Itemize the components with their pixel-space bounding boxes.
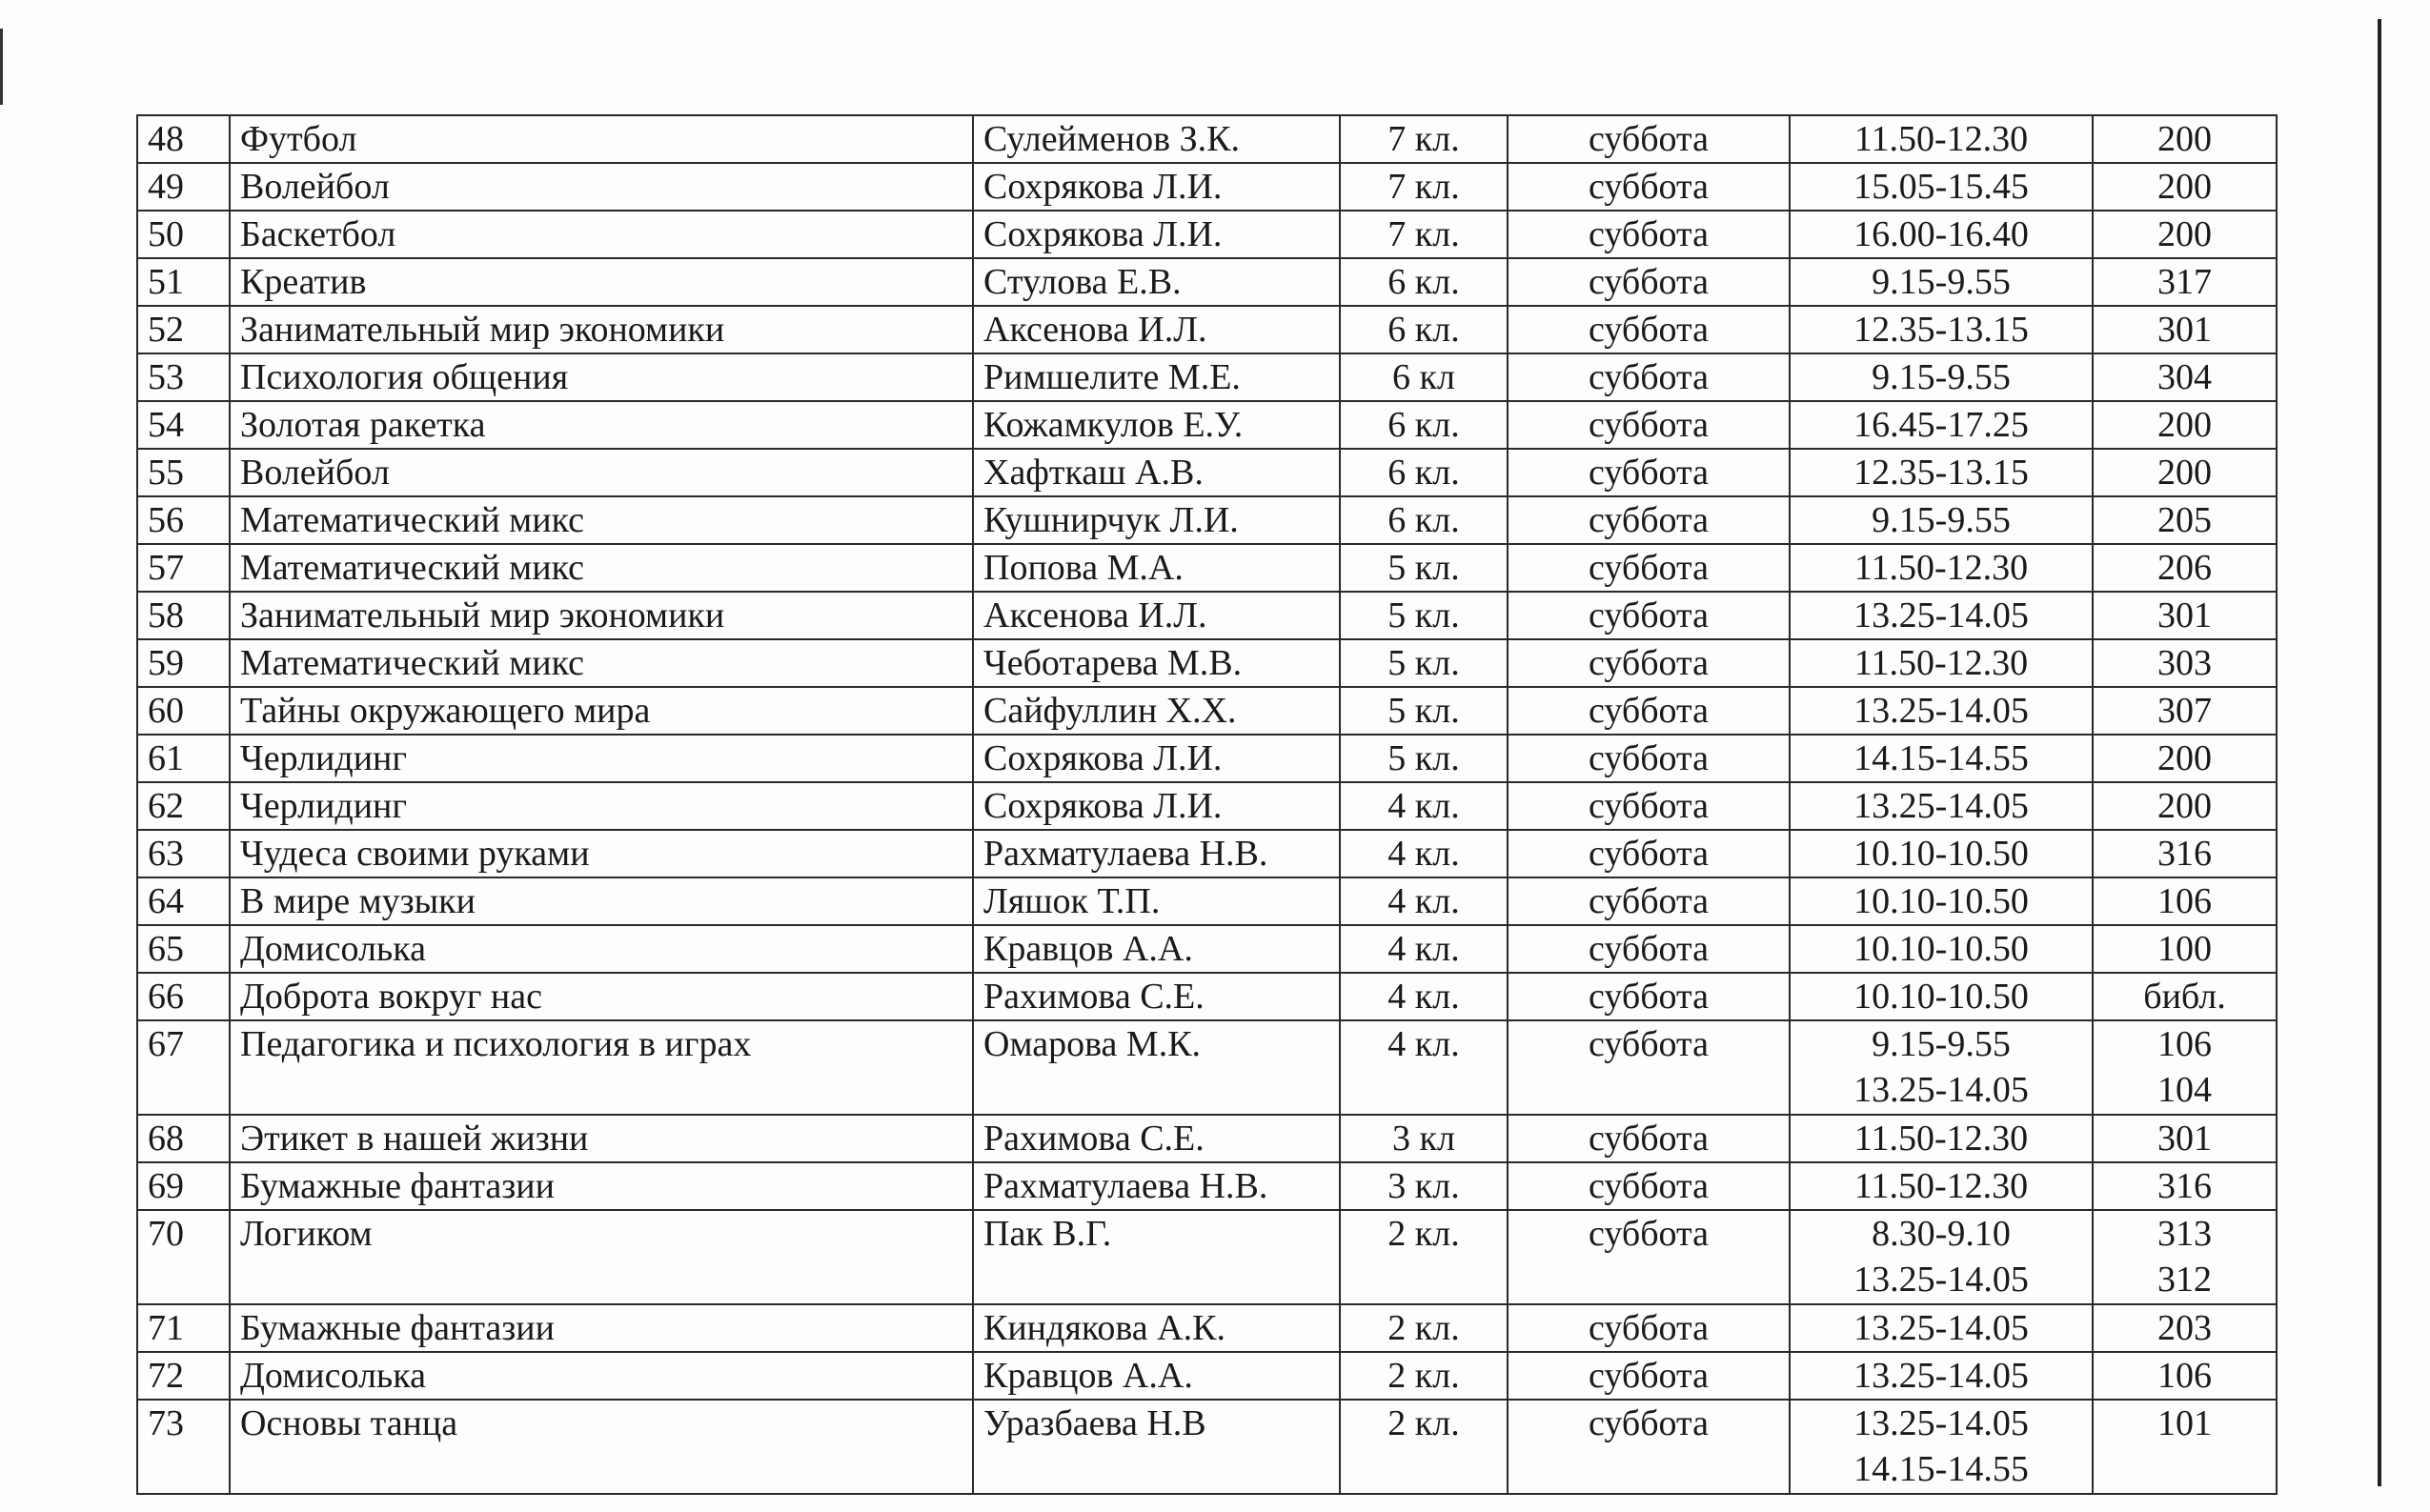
room-number: 206 — [2157, 548, 2212, 588]
table-row — [137, 544, 2277, 592]
table-row — [137, 1162, 2277, 1210]
room-cell — [2093, 1115, 2277, 1162]
room-cell — [2093, 306, 2277, 353]
table-row — [137, 1352, 2277, 1400]
teacher-name: Рахматулаева Н.В. — [973, 830, 1340, 877]
activity-name: Креатив — [230, 258, 973, 306]
row-number: 72 — [137, 1352, 230, 1400]
time-slot: 9.15-9.55 — [1872, 357, 2011, 397]
time-cell — [1790, 211, 2093, 258]
day-cell: суббота — [1508, 592, 1790, 639]
room-number: 104 — [2157, 1070, 2212, 1110]
row-number: 70 — [137, 1210, 230, 1304]
activity-name: Чудеса своими руками — [230, 830, 973, 877]
row-number: 54 — [137, 401, 230, 449]
room-number: 312 — [2157, 1260, 2212, 1300]
grade-cell: 4 кл. — [1340, 782, 1508, 830]
day-cell: суббота — [1508, 735, 1790, 782]
room-number: 205 — [2157, 500, 2212, 540]
row-number: 57 — [137, 544, 230, 592]
activity-name: Математический микс — [230, 544, 973, 592]
teacher-name: Кожамкулов Е.У. — [973, 401, 1340, 449]
activity-name: Черлидинг — [230, 735, 973, 782]
activity-name: Тайны окружающего мира — [230, 687, 973, 735]
time-cell — [1790, 163, 2093, 211]
table-row — [137, 496, 2277, 544]
table-row — [137, 592, 2277, 639]
activity-name: Бумажные фантазии — [230, 1162, 973, 1210]
time-slot: 15.05-15.45 — [1853, 167, 2029, 207]
teacher-name: Аксенова И.Л. — [973, 306, 1340, 353]
time-cell — [1790, 401, 2093, 449]
time-cell — [1790, 1304, 2093, 1352]
time-slot: 10.10-10.50 — [1853, 929, 2029, 969]
time-slot: 11.50-12.30 — [1853, 548, 2029, 588]
teacher-name: Римшелите М.Е. — [973, 353, 1340, 401]
teacher-name: Сохрякова Л.И. — [973, 211, 1340, 258]
room-cell — [2093, 830, 2277, 877]
row-number: 48 — [137, 115, 230, 163]
grade-cell: 3 кл — [1340, 1115, 1508, 1162]
table-row — [137, 1400, 2277, 1494]
grade-cell: 7 кл. — [1340, 163, 1508, 211]
day-cell: суббота — [1508, 258, 1790, 306]
room-cell — [2093, 1400, 2277, 1494]
room-number: 316 — [2157, 834, 2212, 874]
table-row — [137, 306, 2277, 353]
grade-cell: 2 кл. — [1340, 1304, 1508, 1352]
day-cell: суббота — [1508, 782, 1790, 830]
teacher-name: Ляшок Т.П. — [973, 877, 1340, 925]
teacher-name: Уразбаева Н.В — [973, 1400, 1340, 1494]
time-slot: 13.25-14.05 — [1853, 1260, 2029, 1300]
table-row — [137, 639, 2277, 687]
day-cell: суббота — [1508, 115, 1790, 163]
room-cell — [2093, 973, 2277, 1020]
room-number: 200 — [2157, 405, 2212, 445]
activity-name: Педагогика и психология в играх — [230, 1020, 973, 1115]
time-slot: 13.25-14.05 — [1853, 1356, 2029, 1396]
grade-cell: 5 кл. — [1340, 687, 1508, 735]
day-cell: суббота — [1508, 877, 1790, 925]
time-cell — [1790, 687, 2093, 735]
teacher-name: Сохрякова Л.И. — [973, 163, 1340, 211]
day-cell: суббота — [1508, 353, 1790, 401]
day-cell: суббота — [1508, 830, 1790, 877]
grade-cell: 6 кл. — [1340, 258, 1508, 306]
table-row — [137, 925, 2277, 973]
row-number: 49 — [137, 163, 230, 211]
time-slot: 13.25-14.05 — [1853, 691, 2029, 731]
room-number: 106 — [2157, 1024, 2212, 1064]
activity-name: Занимательный мир экономики — [230, 592, 973, 639]
table-row — [137, 163, 2277, 211]
grade-cell: 3 кл. — [1340, 1162, 1508, 1210]
time-cell — [1790, 1400, 2093, 1494]
teacher-name: Кравцов А.А. — [973, 1352, 1340, 1400]
time-cell — [1790, 925, 2093, 973]
time-slot: 12.35-13.15 — [1853, 310, 2029, 350]
time-slot: 13.25-14.05 — [1853, 786, 2029, 826]
time-slot: 14.15-14.55 — [1853, 1449, 2029, 1489]
room-cell — [2093, 353, 2277, 401]
room-cell — [2093, 163, 2277, 211]
grade-cell: 2 кл. — [1340, 1352, 1508, 1400]
room-number: 106 — [2157, 881, 2212, 921]
teacher-name: Аксенова И.Л. — [973, 592, 1340, 639]
time-cell — [1790, 782, 2093, 830]
activity-name: Логиком — [230, 1210, 973, 1304]
time-slot: 8.30-9.10 — [1872, 1214, 2011, 1254]
grade-cell: 6 кл — [1340, 353, 1508, 401]
room-cell — [2093, 639, 2277, 687]
table-row — [137, 449, 2277, 496]
activity-name: В мире музыки — [230, 877, 973, 925]
schedule-body — [137, 115, 2277, 1494]
grade-cell: 5 кл. — [1340, 592, 1508, 639]
time-slot: 13.25-14.05 — [1853, 595, 2029, 635]
scan-edge-line — [2378, 19, 2381, 1486]
room-number: 313 — [2157, 1214, 2212, 1254]
room-cell — [2093, 592, 2277, 639]
teacher-name: Кравцов А.А. — [973, 925, 1340, 973]
row-number: 67 — [137, 1020, 230, 1115]
time-slot: 11.50-12.30 — [1853, 643, 2029, 683]
time-cell — [1790, 449, 2093, 496]
time-cell — [1790, 1115, 2093, 1162]
teacher-name: Рахматулаева Н.В. — [973, 1162, 1340, 1210]
grade-cell: 7 кл. — [1340, 115, 1508, 163]
room-cell — [2093, 211, 2277, 258]
table-row — [137, 115, 2277, 163]
time-slot: 12.35-13.15 — [1853, 453, 2029, 493]
time-slot: 10.10-10.50 — [1853, 834, 2029, 874]
table-row — [137, 877, 2277, 925]
time-cell — [1790, 353, 2093, 401]
row-number: 65 — [137, 925, 230, 973]
time-cell — [1790, 639, 2093, 687]
teacher-name: Сохрякова Л.И. — [973, 735, 1340, 782]
time-cell — [1790, 1020, 2093, 1115]
grade-cell: 6 кл. — [1340, 306, 1508, 353]
room-cell — [2093, 258, 2277, 306]
table-row — [137, 1115, 2277, 1162]
room-cell — [2093, 496, 2277, 544]
day-cell: суббота — [1508, 1352, 1790, 1400]
day-cell: суббота — [1508, 544, 1790, 592]
room-number: 301 — [2157, 1119, 2212, 1159]
table-row — [137, 830, 2277, 877]
row-number: 58 — [137, 592, 230, 639]
room-cell — [2093, 687, 2277, 735]
room-cell — [2093, 449, 2277, 496]
activity-name: Домисолька — [230, 925, 973, 973]
teacher-name: Стулова Е.В. — [973, 258, 1340, 306]
grade-cell: 4 кл. — [1340, 973, 1508, 1020]
day-cell: суббота — [1508, 163, 1790, 211]
time-cell — [1790, 735, 2093, 782]
teacher-name: Кушнирчук Л.И. — [973, 496, 1340, 544]
activity-name: Баскетбол — [230, 211, 973, 258]
row-number: 62 — [137, 782, 230, 830]
grade-cell: 5 кл. — [1340, 639, 1508, 687]
time-slot: 11.50-12.30 — [1853, 1166, 2029, 1206]
activity-name: Черлидинг — [230, 782, 973, 830]
room-cell — [2093, 877, 2277, 925]
room-cell — [2093, 1020, 2277, 1115]
room-number: 200 — [2157, 214, 2212, 254]
day-cell: суббота — [1508, 211, 1790, 258]
time-cell — [1790, 115, 2093, 163]
time-cell — [1790, 1162, 2093, 1210]
grade-cell: 4 кл. — [1340, 925, 1508, 973]
day-cell: суббота — [1508, 1020, 1790, 1115]
room-cell — [2093, 115, 2277, 163]
teacher-name: Сохрякова Л.И. — [973, 782, 1340, 830]
room-number: 317 — [2157, 262, 2212, 302]
teacher-name: Чеботарева М.В. — [973, 639, 1340, 687]
grade-cell: 5 кл. — [1340, 544, 1508, 592]
day-cell: суббота — [1508, 1115, 1790, 1162]
activity-name: Золотая ракетка — [230, 401, 973, 449]
row-number: 68 — [137, 1115, 230, 1162]
time-slot: 16.00-16.40 — [1853, 214, 2029, 254]
row-number: 53 — [137, 353, 230, 401]
time-slot: 9.15-9.55 — [1872, 1024, 2011, 1064]
row-number: 69 — [137, 1162, 230, 1210]
activity-name: Футбол — [230, 115, 973, 163]
day-cell: суббота — [1508, 1304, 1790, 1352]
row-number: 71 — [137, 1304, 230, 1352]
teacher-name: Сайфуллин Х.Х. — [973, 687, 1340, 735]
room-cell — [2093, 544, 2277, 592]
room-cell — [2093, 1162, 2277, 1210]
day-cell: суббота — [1508, 496, 1790, 544]
day-cell: суббота — [1508, 639, 1790, 687]
table-row — [137, 973, 2277, 1020]
time-slot: 11.50-12.30 — [1853, 119, 2029, 159]
day-cell: суббота — [1508, 1400, 1790, 1494]
room-number: 301 — [2157, 310, 2212, 350]
row-number: 52 — [137, 306, 230, 353]
day-cell: суббота — [1508, 1162, 1790, 1210]
time-cell — [1790, 306, 2093, 353]
room-number: 203 — [2157, 1308, 2212, 1348]
activity-name: Волейбол — [230, 449, 973, 496]
activity-name: Занимательный мир экономики — [230, 306, 973, 353]
room-number: 200 — [2157, 167, 2212, 207]
row-number: 61 — [137, 735, 230, 782]
time-slot: 10.10-10.50 — [1853, 977, 2029, 1017]
row-number: 66 — [137, 973, 230, 1020]
time-cell — [1790, 1352, 2093, 1400]
table-row — [137, 353, 2277, 401]
grade-cell: 6 кл. — [1340, 401, 1508, 449]
teacher-name: Омарова М.К. — [973, 1020, 1340, 1115]
grade-cell: 4 кл. — [1340, 877, 1508, 925]
table-row — [137, 258, 2277, 306]
row-number: 60 — [137, 687, 230, 735]
room-cell — [2093, 1304, 2277, 1352]
time-cell — [1790, 258, 2093, 306]
grade-cell: 2 кл. — [1340, 1400, 1508, 1494]
activity-name: Волейбол — [230, 163, 973, 211]
row-number: 56 — [137, 496, 230, 544]
room-number: библ. — [2143, 977, 2226, 1017]
table-row — [137, 1210, 2277, 1304]
room-number: 100 — [2157, 929, 2212, 969]
room-cell — [2093, 782, 2277, 830]
row-number: 64 — [137, 877, 230, 925]
activity-name: Этикет в нашей жизни — [230, 1115, 973, 1162]
teacher-name: Попова М.А. — [973, 544, 1340, 592]
table-row — [137, 687, 2277, 735]
time-cell — [1790, 496, 2093, 544]
grade-cell: 2 кл. — [1340, 1210, 1508, 1304]
time-slot: 10.10-10.50 — [1853, 881, 2029, 921]
room-cell — [2093, 1352, 2277, 1400]
row-number: 55 — [137, 449, 230, 496]
day-cell: суббота — [1508, 306, 1790, 353]
table-row — [137, 735, 2277, 782]
time-cell — [1790, 1210, 2093, 1304]
row-number: 73 — [137, 1400, 230, 1494]
time-cell — [1790, 973, 2093, 1020]
activity-name: Математический микс — [230, 639, 973, 687]
room-cell — [2093, 401, 2277, 449]
teacher-name: Рахимова С.Е. — [973, 1115, 1340, 1162]
table-row — [137, 782, 2277, 830]
schedule-table — [136, 114, 2278, 1495]
day-cell: суббота — [1508, 973, 1790, 1020]
time-slot: 16.45-17.25 — [1853, 405, 2029, 445]
teacher-name: Хафткаш А.В. — [973, 449, 1340, 496]
room-number: 200 — [2157, 119, 2212, 159]
room-number: 200 — [2157, 786, 2212, 826]
row-number: 50 — [137, 211, 230, 258]
time-cell — [1790, 544, 2093, 592]
grade-cell: 5 кл. — [1340, 735, 1508, 782]
table-row — [137, 1020, 2277, 1115]
table-row — [137, 1304, 2277, 1352]
time-slot: 11.50-12.30 — [1853, 1119, 2029, 1159]
room-number: 200 — [2157, 453, 2212, 493]
activity-name: Доброта вокруг нас — [230, 973, 973, 1020]
day-cell: суббота — [1508, 401, 1790, 449]
activity-name: Основы танца — [230, 1400, 973, 1494]
room-cell — [2093, 735, 2277, 782]
teacher-name: Рахимова С.Е. — [973, 973, 1340, 1020]
room-number: 303 — [2157, 643, 2212, 683]
table-row — [137, 211, 2277, 258]
activity-name: Домисолька — [230, 1352, 973, 1400]
day-cell: суббота — [1508, 449, 1790, 496]
time-slot: 9.15-9.55 — [1872, 500, 2011, 540]
room-cell — [2093, 925, 2277, 973]
room-number: 101 — [2157, 1403, 2212, 1443]
day-cell: суббота — [1508, 1210, 1790, 1304]
room-number: 301 — [2157, 595, 2212, 635]
activity-name: Бумажные фантазии — [230, 1304, 973, 1352]
room-number: 307 — [2157, 691, 2212, 731]
room-number: 200 — [2157, 738, 2212, 778]
teacher-name: Сулейменов З.К. — [973, 115, 1340, 163]
time-slot: 9.15-9.55 — [1872, 262, 2011, 302]
time-slot: 13.25-14.05 — [1853, 1070, 2029, 1110]
teacher-name: Киндякова А.К. — [973, 1304, 1340, 1352]
grade-cell: 4 кл. — [1340, 1020, 1508, 1115]
time-cell — [1790, 830, 2093, 877]
activity-name: Психология общения — [230, 353, 973, 401]
grade-cell: 6 кл. — [1340, 449, 1508, 496]
activity-name: Математический микс — [230, 496, 973, 544]
row-number: 59 — [137, 639, 230, 687]
time-slot: 13.25-14.05 — [1853, 1403, 2029, 1443]
room-number: 304 — [2157, 357, 2212, 397]
time-cell — [1790, 877, 2093, 925]
row-number: 51 — [137, 258, 230, 306]
room-number: 106 — [2157, 1356, 2212, 1396]
time-cell — [1790, 592, 2093, 639]
table-row — [137, 401, 2277, 449]
row-number: 63 — [137, 830, 230, 877]
teacher-name: Пак В.Г. — [973, 1210, 1340, 1304]
room-number: 316 — [2157, 1166, 2212, 1206]
scan-edge-mark — [0, 29, 3, 105]
grade-cell: 4 кл. — [1340, 830, 1508, 877]
day-cell: суббота — [1508, 925, 1790, 973]
time-slot: 14.15-14.55 — [1853, 738, 2029, 778]
time-slot: 13.25-14.05 — [1853, 1308, 2029, 1348]
grade-cell: 7 кл. — [1340, 211, 1508, 258]
grade-cell: 6 кл. — [1340, 496, 1508, 544]
day-cell: суббота — [1508, 687, 1790, 735]
room-cell — [2093, 1210, 2277, 1304]
